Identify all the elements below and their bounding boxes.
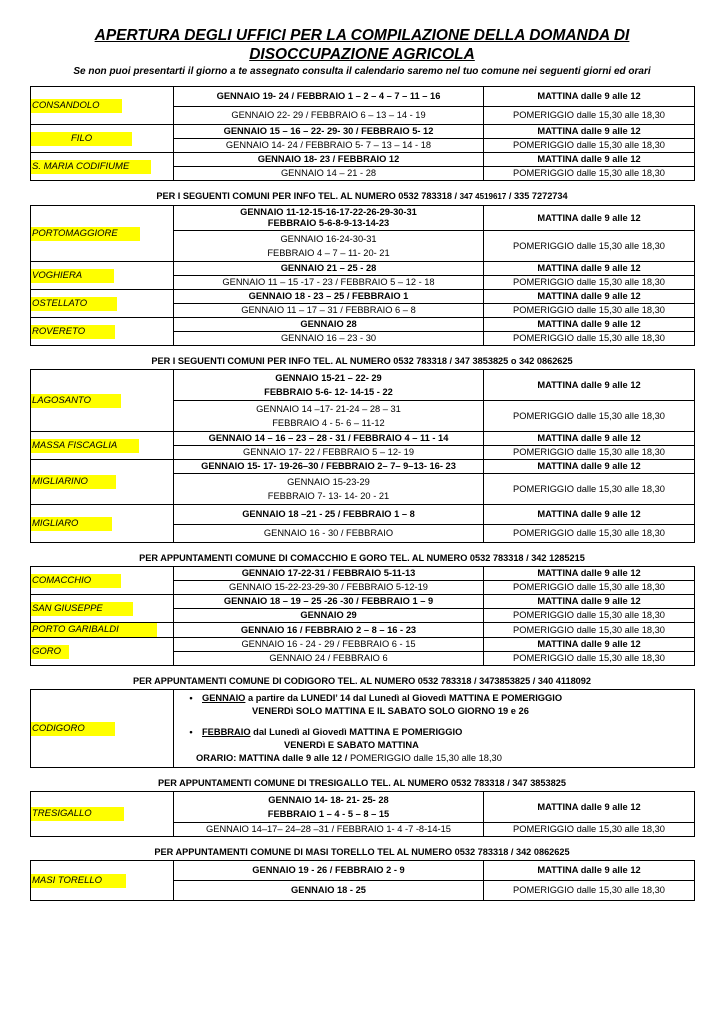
section-3-header: PER I SEGUENTI COMUNI PER INFO TEL. AL NUMERO 0532 783318 / 347 3853825 o 342 0862625 <box>151 356 573 366</box>
morning-hours: MATTINA dalle 9 alle 12 <box>484 87 695 107</box>
comune-rovereto: ROVERETO <box>31 318 174 346</box>
schedule-table-4 <box>30 566 695 666</box>
porto-garibaldi-morning-dates: GENNAIO 16 / FEBBRAIO 2 – 8 – 16 - 23 <box>174 623 484 638</box>
comune-san-giuseppe: SAN GIUSEPPE <box>31 595 174 623</box>
afternoon-hours: POMERIGGIO dalle 15,30 alle 18,30 <box>484 304 695 318</box>
afternoon-hours: POMERIGGIO dalle 15,30 alle 18,30 <box>484 525 695 543</box>
goro-afternoon-dates: GENNAIO 24 / FEBBRAIO 6 <box>174 652 484 666</box>
morning-hours: MATTINA dalle 9 alle 12 <box>484 262 695 276</box>
afternoon-hours: POMERIGGIO dalle 15,30 alle 18,30 <box>484 107 695 125</box>
febbraio-label: FEBBRAIO <box>202 727 251 737</box>
consandolo-morning-dates: GENNAIO 19- 24 / FEBBRAIO 1 – 2 – 4 – 7 – 11 – 16 <box>174 87 484 107</box>
filo-afternoon-dates: GENNAIO 14- 24 / FEBBRAIO 5- 7 – 13 – 14 - 18 <box>174 139 484 153</box>
afternoon-hours: POMERIGGIO dalle 15,30 alle 18,30 <box>484 446 695 460</box>
migliarino-morning-dates: GENNAIO 15- 17- 19-26–30 / FEBBRAIO 2– 7– 9–13- 16- 23 <box>174 460 484 474</box>
schedule-table-1 <box>30 86 695 181</box>
afternoon-hours: POMERIGGIO dalle 15,30 alle 18,30 <box>484 652 695 666</box>
portomaggiore-afternoon-dates: GENNAIO 16-24-30-31 FEBBRAIO 4 – 7 – 11- 20- 21 <box>174 231 484 262</box>
comune-migliarino: MIGLIARINO <box>31 460 174 505</box>
morning-hours: MATTINA dalle 9 alle 12 <box>484 638 695 652</box>
goro-morning-dates: GENNAIO 16 - 24 - 29 / FEBBRAIO 6 - 15 <box>174 638 484 652</box>
comune-goro: GORO <box>31 638 174 666</box>
schedule-table-2 <box>30 205 695 346</box>
comune-massa-fiscaglia: MASSA FISCAGLIA <box>31 432 174 460</box>
morning-hours: MATTINA dalle 9 alle 12 <box>484 290 695 304</box>
afternoon-hours: POMERIGGIO dalle 15,30 alle 18,30 <box>484 139 695 153</box>
febbraio-text-2: VENERDì E SABATO MATTINA <box>284 740 419 750</box>
san-giuseppe-morning-dates: GENNAIO 18 – 19 – 25 -26 -30 / FEBBRAIO 1 – 9 <box>174 595 484 609</box>
morning-hours: MATTINA dalle 9 alle 12 <box>484 595 695 609</box>
orario-label: ORARIO: MATTINA dalle 9 alle 12 / <box>196 753 348 763</box>
morning-hours: MATTINA dalle 9 alle 12 <box>484 460 695 474</box>
migliarino-afternoon-dates: GENNAIO 15-23-29 FEBBRAIO 7- 13- 14- 20 - 21 <box>174 474 484 505</box>
rovereto-morning-dates: GENNAIO 28 <box>174 318 484 332</box>
section-2-header: PER I SEGUENTI COMUNI PER INFO TEL. AL NUMERO 0532 783318 / 347 4519617 / 335 7272734 <box>156 191 568 201</box>
section-6-header: PER APPUNTAMENTI COMUNE DI TRESIGALLO TEL. AL NUMERO 0532 783318 / 347 3853825 <box>158 778 566 788</box>
tresigallo-morning-dates: GENNAIO 14- 18- 21- 25- 28 FEBBRAIO 1 – 4 - 5 – 8 – 15 <box>174 792 484 823</box>
comacchio-morning-dates: GENNAIO 17-22-31 / FEBBRAIO 5-11-13 <box>174 567 484 581</box>
comune-portomaggiore: PORTOMAGGIORE <box>31 206 174 262</box>
s-maria-afternoon-dates: GENNAIO 14 – 21 - 28 <box>174 167 484 181</box>
comune-porto-garibaldi: PORTO GARIBALDI <box>31 623 174 638</box>
comune-ostellato: OSTELLATO <box>31 290 174 318</box>
massa-fiscaglia-afternoon-dates: GENNAIO 17- 22 / FEBBRAIO 5 – 12- 19 <box>174 446 484 460</box>
comune-voghiera: VOGHIERA <box>31 262 174 290</box>
comune-comacchio: COMACCHIO <box>31 567 174 595</box>
migliaro-afternoon-dates: GENNAIO 16 - 30 / FEBBRAIO <box>174 525 484 543</box>
gennaio-text: a partire da LUNEDI’ 14 dal Lunedì al Giovedì MATTINA E POMERIGGIO <box>245 693 563 703</box>
s-maria-morning-dates: GENNAIO 18- 23 / FEBBRAIO 12 <box>174 153 484 167</box>
tresigallo-afternoon-dates: GENNAIO 14–17– 24–28 –31 / FEBBRAIO 1- 4 -7 -8-14-15 <box>174 823 484 837</box>
schedule-table-6 <box>30 791 695 837</box>
schedule-table-7 <box>30 860 695 901</box>
ostellato-morning-dates: GENNAIO 18 - 23 – 25 / FEBBRAIO 1 <box>174 290 484 304</box>
voghiera-morning-dates: GENNAIO 21 – 25 - 28 <box>174 262 484 276</box>
title-line-1: APERTURA DEGLI UFFICI PER LA COMPILAZIONE DELLA DOMANDA DI <box>94 27 630 44</box>
lagosanto-afternoon-dates: GENNAIO 14 –17- 21-24 – 28 – 31 FEBBRAIO 4 - 5- 6 – 11-12 <box>174 401 484 432</box>
section-4-header: PER APPUNTAMENTI COMUNE DI COMACCHIO E GORO TEL. AL NUMERO 0532 783318 / 342 1285215 <box>139 553 585 563</box>
afternoon-hours: POMERIGGIO dalle 15,30 alle 18,30 <box>484 881 695 901</box>
comune-migliaro: MIGLIARO <box>31 505 174 543</box>
morning-hours: MATTINA dalle 9 alle 12 <box>484 206 695 231</box>
rovereto-afternoon-dates: GENNAIO 16 – 23 - 30 <box>174 332 484 346</box>
voghiera-afternoon-dates: GENNAIO 11 – 15 -17 - 23 / FEBBRAIO 5 – 12 - 18 <box>174 276 484 290</box>
comune-s-maria-codifiume: S. MARIA CODIFIUME <box>31 153 174 181</box>
section-5-header: PER APPUNTAMENTI COMUNE DI CODIGORO TEL. AL NUMERO 0532 783318 / 3473853825 / 340 4118092 <box>132 676 592 686</box>
title-line-2: DISOCCUPAZIONE AGRICOLA <box>249 46 475 63</box>
ostellato-afternoon-dates: GENNAIO 11 – 17 – 31 / FEBBRAIO 6 – 8 <box>174 304 484 318</box>
afternoon-hours: POMERIGGIO dalle 15,30 alle 18,30 <box>484 474 695 505</box>
masi-torello-morning-dates: GENNAIO 19 - 26 / FEBBRAIO 2 - 9 <box>174 861 484 881</box>
consandolo-afternoon-dates: GENNAIO 22- 29 / FEBBRAIO 6 – 13 – 14 - 19 <box>174 107 484 125</box>
morning-hours: MATTINA dalle 9 alle 12 <box>484 432 695 446</box>
schedule-table-3 <box>30 369 695 543</box>
morning-hours: MATTINA dalle 9 alle 12 <box>484 318 695 332</box>
bullet-icon: • <box>189 693 193 703</box>
filo-morning-dates: GENNAIO 15 – 16 – 22- 29- 30 / FEBBRAIO 5- 12 <box>174 125 484 139</box>
morning-hours: MATTINA dalle 9 alle 12 <box>484 125 695 139</box>
morning-hours: MATTINA dalle 9 alle 12 <box>484 567 695 581</box>
comune-lagosanto: LAGOSANTO <box>31 370 174 432</box>
gennaio-label: GENNAIO <box>202 693 246 703</box>
orario-afternoon: POMERIGGIO dalle 15,30 alle 18,30 <box>347 753 502 763</box>
afternoon-hours: POMERIGGIO dalle 15,30 alle 18,30 <box>484 276 695 290</box>
comacchio-afternoon-dates: GENNAIO 15-22-23-29-30 / FEBBRAIO 5-12-19 <box>174 581 484 595</box>
afternoon-hours: POMERIGGIO dalle 15,30 alle 18,30 <box>484 581 695 595</box>
morning-hours: MATTINA dalle 9 alle 12 <box>484 861 695 881</box>
morning-hours: MATTINA dalle 9 alle 12 <box>484 505 695 525</box>
morning-hours: MATTINA dalle 9 alle 12 <box>484 370 695 401</box>
morning-hours: MATTINA dalle 9 alle 12 <box>484 153 695 167</box>
comune-masi-torello: MASI TORELLO <box>31 861 174 901</box>
morning-hours: MATTINA dalle 9 alle 12 <box>484 792 695 823</box>
schedule-table-5 <box>30 689 695 768</box>
febbraio-text: dal Lunedì al Giovedì MATTINA E POMERIGGIO <box>250 727 463 737</box>
afternoon-hours: POMERIGGIO dalle 15,30 alle 18,30 <box>484 231 695 262</box>
document-page <box>30 26 694 901</box>
migliaro-morning-dates: GENNAIO 18 –21 - 25 / FEBBRAIO 1 – 8 <box>174 505 484 525</box>
afternoon-hours: POMERIGGIO dalle 15,30 alle 18,30 <box>484 823 695 837</box>
masi-torello-afternoon-dates: GENNAIO 18 - 25 <box>174 881 484 901</box>
section-7-header: PER APPUNTAMENTI COMUNE DI MASI TORELLO TEL AL NUMERO 0532 783318 / 342 0862625 <box>154 847 570 857</box>
comune-tresigallo: TRESIGALLO <box>31 792 174 837</box>
gennaio-text-2: VENERDì SOLO MATTINA E IL SABATO SOLO GIORNO 19 e 26 <box>252 706 529 716</box>
portomaggiore-morning-dates: GENNAIO 11-12-15-16-17-22-26-29-30-31 FEBBRAIO 5-6-8-9-13-14-23 <box>174 206 484 231</box>
subtitle: Se non puoi presentarti il giorno a te assegnato consulta il calendario saremo nel tuo comune nei seguenti giorni ed orari <box>73 66 651 77</box>
comune-filo: FILO <box>31 125 174 153</box>
afternoon-hours: POMERIGGIO dalle 15,30 alle 18,30 <box>484 623 695 638</box>
bullet-icon: • <box>189 727 193 737</box>
afternoon-hours: POMERIGGIO dalle 15,30 alle 18,30 <box>484 167 695 181</box>
lagosanto-morning-dates: GENNAIO 15-21 – 22- 29 FEBBRAIO 5-6- 12- 14-15 - 22 <box>174 370 484 401</box>
afternoon-hours: POMERIGGIO dalle 15,30 alle 18,30 <box>484 401 695 432</box>
afternoon-hours: POMERIGGIO dalle 15,30 alle 18,30 <box>484 332 695 346</box>
codigoro-schedule <box>174 690 695 768</box>
afternoon-hours: POMERIGGIO dalle 15,30 alle 18,30 <box>484 609 695 623</box>
comune-consandolo: CONSANDOLO <box>31 87 174 125</box>
san-giuseppe-afternoon-dates: GENNAIO 29 <box>174 609 484 623</box>
massa-fiscaglia-morning-dates: GENNAIO 14 – 16 – 23 – 28 - 31 / FEBBRAIO 4 – 11 - 14 <box>174 432 484 446</box>
comune-codigoro: CODIGORO <box>31 690 174 768</box>
